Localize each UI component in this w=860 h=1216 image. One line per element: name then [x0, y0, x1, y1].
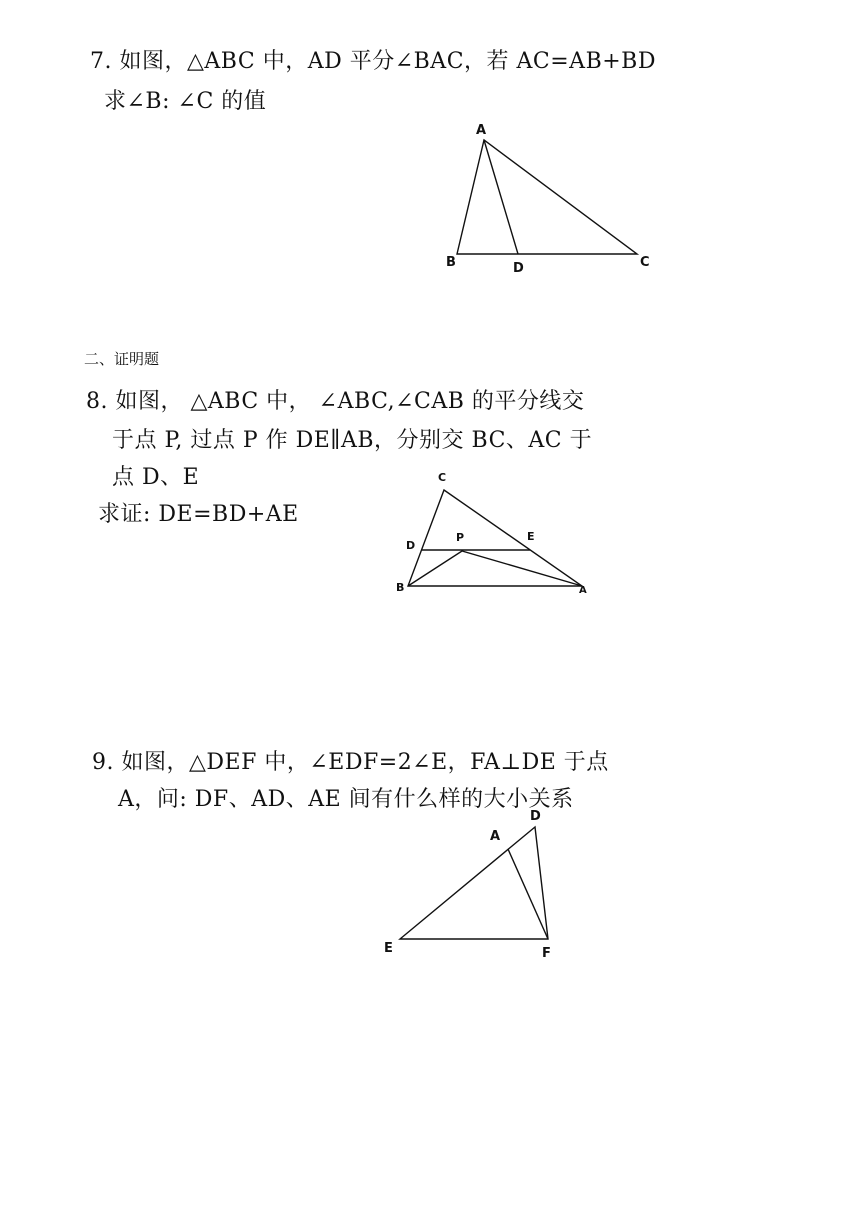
- q8-text-line2: 于点 P, 过点 P 作 DE∥AB，分别交 BC、AC 于: [112, 428, 593, 453]
- q8-label-e: E: [527, 530, 535, 543]
- q9-label-a: A: [490, 829, 501, 844]
- q9-label-e: E: [384, 941, 393, 956]
- q7-label-c: C: [640, 255, 650, 270]
- q7-label-b: B: [446, 255, 456, 270]
- q7-text-line1: 7. 如图，△ABC 中，AD 平分∠BAC，若 AC=AB+BD: [90, 49, 656, 74]
- q8-text-line4: 求证: DE=BD+AE: [98, 502, 299, 527]
- q7-label-a: A: [476, 123, 487, 138]
- q8-text-line3: 点 D、E: [112, 465, 200, 490]
- q7-label-d: D: [513, 261, 524, 276]
- q9-triangle-def: [400, 827, 548, 939]
- q9-label-d: D: [530, 809, 541, 824]
- q8-label-b: B: [396, 581, 405, 594]
- q9-text-line2: A，问: DF、AD、AE 间有什么样的大小关系: [118, 787, 574, 812]
- q8-label-c: C: [438, 471, 447, 484]
- q9-text-line1: 9. 如图，△DEF 中，∠EDF=2∠E，FA⊥DE 于点: [92, 750, 609, 775]
- q7-text-line2: 求∠B: ∠C 的值: [104, 89, 267, 114]
- q9-segment-fa: [508, 849, 548, 939]
- section-title: 二、证明题: [84, 350, 160, 368]
- q8-label-a: A: [579, 585, 587, 596]
- q8-text-line1: 8. 如图， △ABC 中， ∠ABC,∠CAB 的平分线交: [86, 389, 585, 414]
- q9-label-f: F: [542, 946, 551, 961]
- q8-label-p: P: [456, 531, 465, 544]
- q8-label-d: D: [406, 539, 416, 552]
